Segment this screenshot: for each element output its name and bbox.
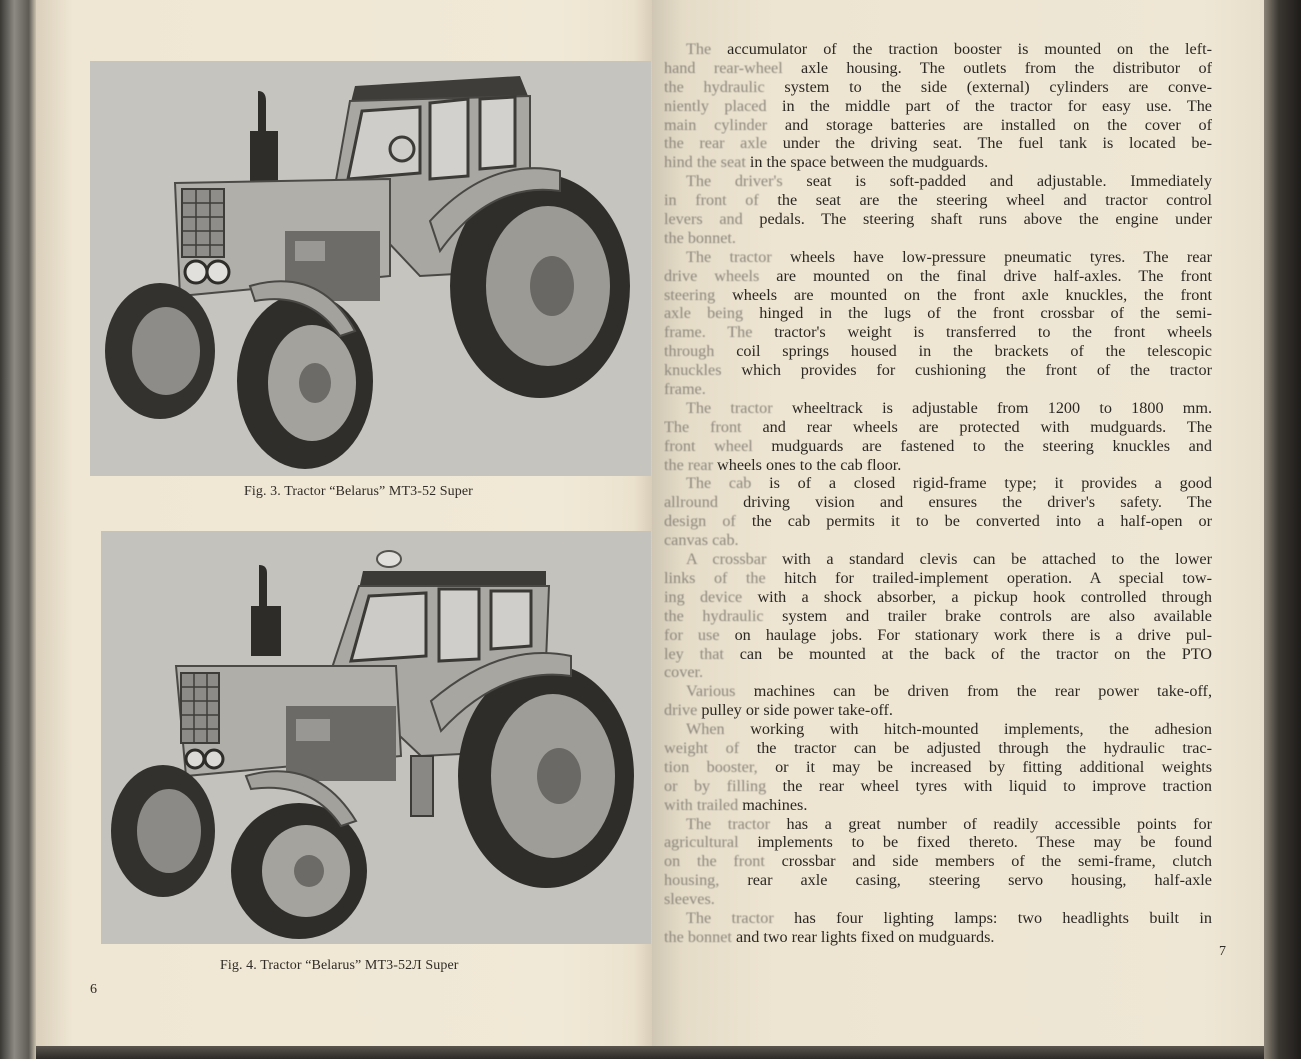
text-line bbox=[664, 493, 1212, 512]
text-line-content: pedals. The steering shaft runs above the engine under bbox=[742, 210, 1212, 229]
text-line-faded-start: links of the bbox=[664, 568, 766, 587]
text-line-faded-start: Various bbox=[686, 682, 736, 701]
text-line-content: axle housing. The outlets from the distributor of bbox=[782, 58, 1212, 77]
text-line-faded-start: ing device bbox=[664, 587, 743, 606]
text-line bbox=[664, 134, 1212, 153]
text-line-content: the cab permits it to be converted into a half-open or bbox=[735, 512, 1212, 531]
text-line-faded-start: When bbox=[686, 720, 725, 739]
text-line-content: and storage batteries are installed on the cover of bbox=[767, 115, 1212, 134]
text-line-faded-start: the rear bbox=[664, 455, 713, 474]
text-line-content: working with hitch-mounted implements, the adhesion bbox=[724, 720, 1212, 739]
text-line-content: wheels ones to the cab floor. bbox=[712, 455, 902, 474]
text-line bbox=[664, 361, 1212, 380]
text-line-content: in the middle part of the tractor for easy use. The bbox=[766, 96, 1212, 115]
text-line-faded-start: niently placed bbox=[664, 96, 767, 115]
text-line-faded-start: drive wheels bbox=[664, 266, 760, 285]
text-line-faded-start: frame. bbox=[664, 380, 706, 399]
text-line-faded-start: hind the seat bbox=[664, 153, 746, 172]
text-line-content: coil springs housed in the brackets of the telescopic bbox=[714, 342, 1212, 361]
text-line-faded-start: The front bbox=[664, 417, 742, 436]
text-line-content: rear axle casing, steering servo housing, half-axle bbox=[719, 871, 1212, 890]
text-line-faded-start: allround bbox=[664, 493, 718, 512]
text-line bbox=[664, 248, 1212, 267]
text-line-faded-start: The tractor bbox=[686, 247, 772, 266]
text-line-content: the tractor can be adjusted through the hydraulic trac- bbox=[739, 738, 1212, 757]
text-line bbox=[664, 663, 1212, 682]
text-line bbox=[664, 97, 1212, 116]
text-line bbox=[664, 607, 1212, 626]
text-line-content: in the space between the mudguards. bbox=[745, 153, 989, 172]
text-line bbox=[664, 116, 1212, 135]
text-line bbox=[664, 909, 1212, 928]
text-line-content: hitch for trailed-implement operation. A special tow- bbox=[765, 568, 1212, 587]
text-line-faded-start: in front of bbox=[664, 191, 759, 210]
text-line-faded-start: for use bbox=[664, 625, 720, 644]
text-line-faded-start: the rear axle bbox=[664, 134, 768, 153]
text-line bbox=[664, 78, 1212, 97]
text-line-faded-start: sleeves. bbox=[664, 890, 715, 909]
text-line-content: has a great number of readily accessible points for bbox=[769, 814, 1212, 833]
body-text bbox=[664, 40, 1212, 947]
text-line-content: and two rear lights fixed on mudguards. bbox=[731, 927, 995, 946]
text-line bbox=[664, 437, 1212, 456]
text-line bbox=[664, 796, 1212, 815]
book-edge-left bbox=[0, 0, 36, 1059]
text-line-faded-start: levers and bbox=[664, 210, 743, 229]
text-line-faded-start: through bbox=[664, 342, 715, 361]
text-line-faded-start: weight of bbox=[664, 738, 740, 757]
text-line bbox=[664, 833, 1212, 852]
text-line-faded-start: housing, bbox=[664, 871, 720, 890]
text-line bbox=[664, 191, 1212, 210]
figure-4-photo bbox=[101, 531, 651, 944]
text-line-faded-start: the hydraulic bbox=[664, 606, 764, 625]
text-line bbox=[664, 418, 1212, 437]
text-line-content: is of a closed rigid-frame type; it provides a good bbox=[751, 474, 1212, 493]
text-line-faded-start: cover. bbox=[664, 663, 704, 682]
text-line-content: seat is soft-padded and adjustable. Immediately bbox=[782, 172, 1212, 191]
text-line bbox=[664, 512, 1212, 531]
text-line-faded-start: The cab bbox=[686, 474, 752, 493]
text-line-content: and rear wheels are protected with mudguards. The bbox=[741, 417, 1212, 436]
text-line bbox=[664, 210, 1212, 229]
text-line-faded-start: main cylinder bbox=[664, 115, 768, 134]
figure-4-caption: Fig. 4. Tractor “Belarus” MT3-52Л Super bbox=[220, 958, 459, 973]
text-line-content: tractor's weight is transferred to the front wheels bbox=[752, 323, 1212, 342]
text-line-content: can be mounted at the back of the tractor on the PTO bbox=[723, 644, 1212, 663]
text-line-content: pulley or side power take-off. bbox=[697, 701, 893, 720]
text-line-faded-start: The tractor bbox=[686, 814, 770, 833]
text-line-content: implements to be fixed thereto. These may be found bbox=[738, 833, 1212, 852]
text-line bbox=[664, 682, 1212, 701]
text-line-faded-start: or by filling bbox=[664, 776, 767, 795]
text-line-content: are mounted on the final drive half-axles. The front bbox=[759, 266, 1212, 285]
text-line-content: driving vision and ensures the driver's safety. The bbox=[717, 493, 1212, 512]
text-line-content: on haulage jobs. For stationary work there is a drive pul- bbox=[719, 625, 1212, 644]
text-line bbox=[664, 588, 1212, 607]
text-line bbox=[664, 720, 1212, 739]
text-line bbox=[664, 871, 1212, 890]
text-line-content: system and trailer brake controls are also available bbox=[763, 606, 1212, 625]
text-line bbox=[664, 531, 1212, 550]
text-line-faded-start: A crossbar bbox=[686, 550, 767, 569]
text-line-content: the seat are the steering wheel and tractor control bbox=[758, 191, 1212, 210]
text-line-content: the rear wheel tyres with liquid to improve traction bbox=[766, 776, 1212, 795]
text-line-content: wheels are mounted on the front axle knuckles, the front bbox=[715, 285, 1212, 304]
text-line-content: hinged in the lugs of the front crossbar of the semi- bbox=[743, 304, 1212, 323]
text-line bbox=[664, 758, 1212, 777]
text-line-content: which provides for cushioning the front of the tractor bbox=[721, 361, 1212, 380]
text-line-faded-start: on the front bbox=[664, 852, 765, 871]
text-line-faded-start: knuckles bbox=[664, 361, 722, 380]
text-line-faded-start: The driver's bbox=[686, 172, 783, 191]
text-line-faded-start: front wheel bbox=[664, 436, 753, 455]
text-line bbox=[664, 569, 1212, 588]
text-line bbox=[664, 456, 1212, 475]
text-line-content: accumulator of the traction booster is mounted on the left- bbox=[711, 40, 1212, 58]
text-line-faded-start: with trailed bbox=[664, 795, 739, 814]
text-line-content: wheeltrack is adjustable from 1200 to 1800 mm. bbox=[772, 398, 1212, 417]
text-line-content: or it may be increased by fitting additional weights bbox=[757, 757, 1212, 776]
text-line-content: machines can be driven from the rear power take-off, bbox=[735, 682, 1212, 701]
page-number-right: 7 bbox=[1219, 944, 1226, 959]
text-line-faded-start: the bonnet bbox=[664, 927, 732, 946]
text-line-faded-start: the bonnet. bbox=[664, 228, 736, 247]
text-line-faded-start: drive bbox=[664, 701, 698, 720]
text-line bbox=[664, 645, 1212, 664]
text-line-faded-start: frame. The bbox=[664, 323, 753, 342]
text-line bbox=[664, 399, 1212, 418]
text-line-faded-start: the hydraulic bbox=[664, 77, 765, 96]
text-line-content: mudguards are fastened to the steering knuckles and bbox=[752, 436, 1212, 455]
text-line bbox=[664, 40, 1212, 59]
text-line bbox=[664, 777, 1212, 796]
text-line bbox=[664, 739, 1212, 758]
text-line-faded-start: The bbox=[686, 40, 712, 58]
book-edge-bottom bbox=[36, 1046, 1264, 1059]
text-line bbox=[664, 890, 1212, 909]
text-line bbox=[664, 815, 1212, 834]
text-line-content: wheels have low-pressure pneumatic tyres. The rear bbox=[771, 247, 1212, 266]
page-number-left: 6 bbox=[90, 982, 97, 997]
text-line-content: has four lighting lamps: two headlights built in bbox=[773, 908, 1212, 927]
text-line bbox=[664, 701, 1212, 720]
text-line bbox=[664, 550, 1212, 569]
text-line-faded-start: canvas cab. bbox=[664, 531, 739, 550]
text-line bbox=[664, 229, 1212, 248]
text-line bbox=[664, 474, 1212, 493]
text-line-faded-start: The tractor bbox=[686, 398, 773, 417]
text-line bbox=[664, 323, 1212, 342]
text-line-faded-start: design of bbox=[664, 512, 736, 531]
figure-3-caption: Fig. 3. Tractor “Belarus” MT3-52 Super bbox=[244, 484, 473, 499]
text-line-faded-start: steering bbox=[664, 285, 716, 304]
text-line bbox=[664, 380, 1212, 399]
text-line bbox=[664, 928, 1212, 947]
text-line bbox=[664, 153, 1212, 172]
text-line-content: crossbar and side members of the semi-frame, clutch bbox=[764, 852, 1212, 871]
text-line bbox=[664, 342, 1212, 361]
text-line-faded-start: hand rear-wheel bbox=[664, 58, 783, 77]
text-line-content: with a shock absorber, a pickup hook controlled through bbox=[742, 587, 1212, 606]
text-line bbox=[664, 286, 1212, 305]
text-line-content: machines. bbox=[738, 795, 808, 814]
text-line bbox=[664, 59, 1212, 78]
tractor-icon bbox=[90, 61, 651, 476]
text-line bbox=[664, 172, 1212, 191]
text-line bbox=[664, 852, 1212, 871]
text-line-content: with a standard clevis can be attached to the lower bbox=[766, 550, 1212, 569]
text-line-faded-start: agricultural bbox=[664, 833, 739, 852]
text-line-content: system to the side (external) cylinders are conve- bbox=[764, 77, 1212, 96]
text-line-faded-start: The tractor bbox=[686, 908, 774, 927]
text-line bbox=[664, 304, 1212, 323]
text-line-content: under the driving seat. The fuel tank is located be- bbox=[767, 134, 1212, 153]
text-line-faded-start: axle being bbox=[664, 304, 744, 323]
figure-3-photo bbox=[90, 61, 651, 476]
tractor-icon bbox=[101, 531, 651, 944]
text-line-faded-start: ley that bbox=[664, 644, 724, 663]
book-edge-right bbox=[1264, 0, 1301, 1059]
text-line bbox=[664, 267, 1212, 286]
text-line-faded-start: tion booster, bbox=[664, 757, 758, 776]
text-line bbox=[664, 626, 1212, 645]
